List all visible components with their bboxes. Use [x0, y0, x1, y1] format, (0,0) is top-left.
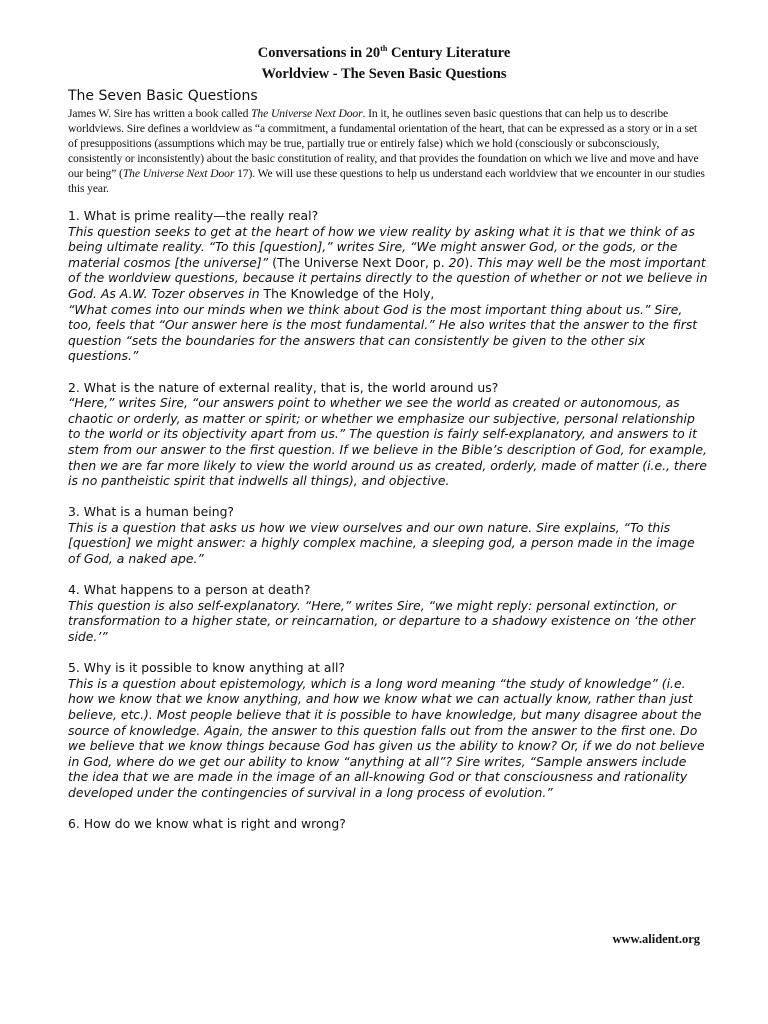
intro-text: . In it, he outlines seven basic questions that can help us to describe worldviews. Sire defines a worldview as “a commitment, a fundamental orientation of the heart, that can be expressed as a story or in a set of presuppositions (assumptions which may be true, partially true or entirely false) which we hold (consciously or subconsciously, consistently or inconsistently) about the basic constitution of reality, and that provides the foundation on which we live and move and have our being” (	[68, 107, 699, 181]
intro-text: James W. Sire has written a book called	[68, 107, 252, 120]
title-text: Conversations in 20	[257, 45, 381, 61]
citation-page: 20	[448, 254, 465, 270]
title-superscript: th	[380, 44, 388, 54]
question-4: 4. What happens to a person at death?	[68, 582, 311, 598]
document-subtitle: Worldview - The Seven Basic Questions	[261, 66, 507, 82]
citation-book-title: The Universe Next Door	[122, 167, 235, 181]
answer-1	[68, 224, 708, 364]
book-reference: The Knowledge of the Holy,	[259, 285, 435, 301]
title-text-end: Century Literature	[387, 45, 511, 61]
intro-paragraph	[68, 106, 708, 197]
question-6: 6. How do we know what is right and wrong?	[68, 816, 346, 832]
answer-3: This is a question that asks us how we view ourselves and our own nature. Sire explains, “To this [question] we might answer: a highly complex machine, a sleeping god, a person made in the image of God, a naked ape.”	[68, 519, 695, 567]
citation-text: (The Universe Next Door, p.	[268, 254, 449, 270]
question-3: 3. What is a human being?	[68, 504, 235, 520]
book-title: The Universe Next Door	[251, 107, 363, 120]
question-1: 1. What is prime reality—the really real?	[68, 208, 319, 223]
questions-list	[68, 208, 708, 832]
answer-5: This is a question about epistemology, which is a long word meaning “the study of knowledge” (i.e. how we know that we know anything, and how we know what we can actually know, rather than just believe, etc.). Most people believe that it is possible to have knowledge, but many disagree about the source of knowledge. Again, the answer to this question falls out from the answer to the first one. Do we believe that we know things because God has given us the ability to know? Or, if we do not believe in God, where do we get our ability to know “anything at all”? Sire writes, “Sample answers include the idea that we are made in the image of an all-knowing God or that consciousness and rationality developed under the contingencies of survival in a long process of evolution.”	[68, 675, 705, 800]
section-heading: The Seven Basic Questions	[68, 88, 258, 104]
footer-website: www.alident.org	[612, 932, 700, 946]
answer-text: This may well be the most important of the worldview questions, because it pertains directly to the question of whether or not we believe in God. As A.W. Tozer observes in	[68, 254, 708, 301]
answer-text: “What comes into our minds when we think about God is the most important thing about us.” Sire, too, feels that “Our answer here is the most fundamental.” He also writes that the answer to the first question “sets the boundaries for the answers that can consistently be given to the other six questions.”	[68, 301, 698, 364]
document-title	[0, 45, 768, 62]
answer-text: This question seeks to get at the heart of how we view reality by asking what it is that we think of as being ultimate reality. “To this [question],” writes Sire, “We might answer God, or the gods, or the material cosmos [the universe]”	[68, 223, 695, 270]
intro-text: 17). We will use these questions to help us understand each worldview that we encounter in our studies this year.	[68, 167, 705, 196]
answer-2: “Here,” writes Sire, “our answers point to whether we see the world as created or autonomous, as chaotic or orderly, as matter or spirit; or whether we emphasize our subjective, personal relationship to the world or its objectivity apart from us.” The question is fairly self-explanatory, and answers to it stem from our answer to the first question. If we believe in the Bible’s description of God, for example, then we are far more likely to view the world around us as created, orderly, made of matter (i.e., there is no pantheistic spirit that indwells all things), and objective.	[68, 395, 707, 489]
citation-text: ).	[464, 254, 474, 270]
answer-4: This question is also self-explanatory. “Here,” writes Sire, “we might reply: personal extinction, or transformation to a higher state, or reincarnation, or departure to a shadowy existence on ‘the other side.’”	[68, 597, 696, 645]
question-5: 5. Why is it possible to know anything at all?	[68, 660, 345, 676]
question-2: 2. What is the nature of external reality, that is, the world around us?	[68, 379, 499, 395]
